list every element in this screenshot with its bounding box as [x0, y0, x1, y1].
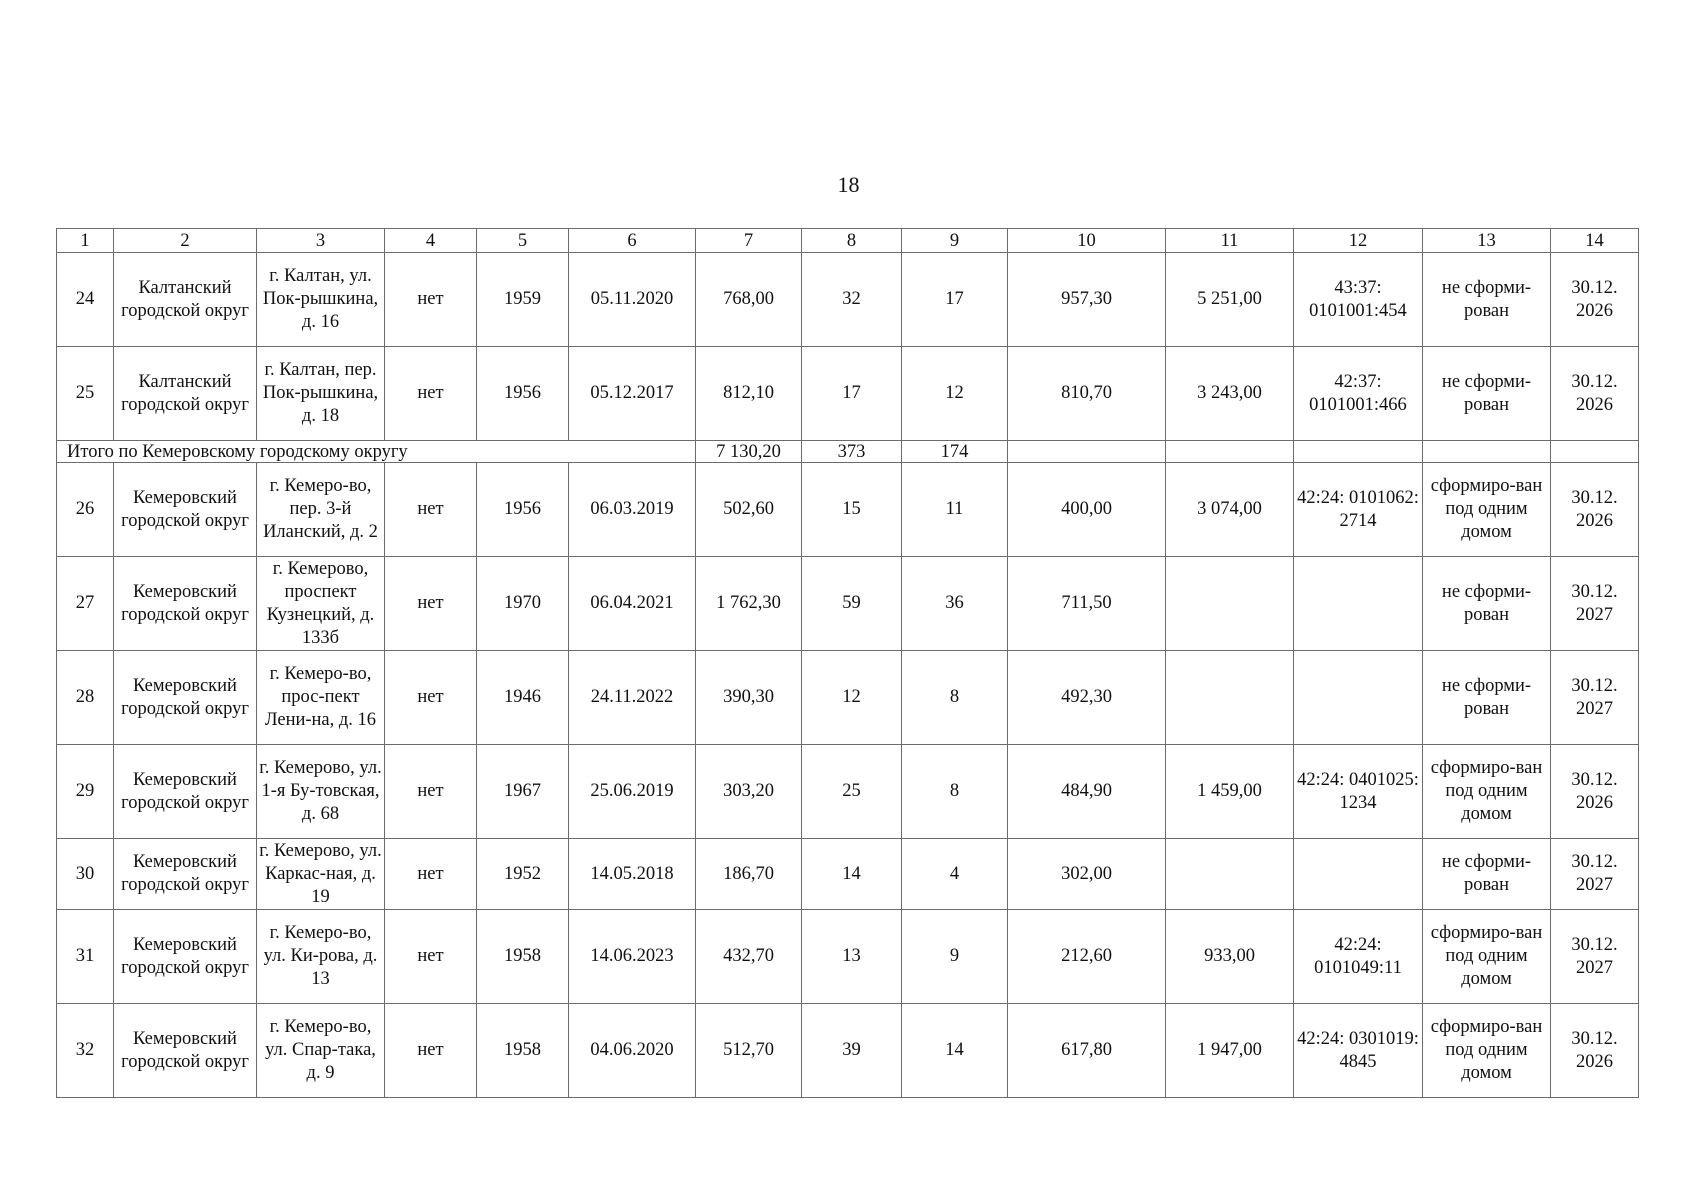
col4-cell: нет: [385, 1004, 477, 1098]
deadline-cell: 30.12. 2026: [1551, 745, 1639, 839]
row-number: 28: [57, 651, 114, 745]
district-cell: Калтанский городской округ: [114, 347, 257, 441]
area-cell: 1 762,30: [696, 557, 802, 651]
year-cell: 1956: [477, 463, 569, 557]
cadastral-number-cell: 43:37: 0101001:454: [1294, 253, 1423, 347]
col-header: 11: [1166, 229, 1294, 253]
area-cell: 512,70: [696, 1004, 802, 1098]
table-row: [57, 910, 1639, 1004]
col11-cell: [1166, 839, 1294, 910]
col-header: 4: [385, 229, 477, 253]
deadline-cell: 30.12. 2026: [1551, 347, 1639, 441]
address-cell: г. Калтан, пер. Пок-рышкина, д. 18: [257, 347, 385, 441]
deadline-cell: 30.12. 2026: [1551, 463, 1639, 557]
total-col8: 373: [802, 441, 902, 463]
year-cell: 1970: [477, 557, 569, 651]
total-label: Итого по Кемеровскому городскому округу: [57, 441, 696, 463]
col9-cell: 14: [902, 1004, 1008, 1098]
date-cell: 06.03.2019: [569, 463, 696, 557]
total-row: [57, 441, 1639, 463]
page-number: 18: [837, 172, 860, 197]
col8-cell: 39: [802, 1004, 902, 1098]
col11-cell: 1 947,00: [1166, 1004, 1294, 1098]
col11-cell: 933,00: [1166, 910, 1294, 1004]
cadastral-number-cell: [1294, 651, 1423, 745]
deadline-cell: 30.12. 2027: [1551, 839, 1639, 910]
address-cell: г. Кемеро-во, прос-пект Лени-на, д. 16: [257, 651, 385, 745]
empty-cell: [1008, 441, 1166, 463]
address-cell: г. Кемеро-во, пер. 3-й Иланский, д. 2: [257, 463, 385, 557]
area-cell: 502,60: [696, 463, 802, 557]
table-row: [57, 347, 1639, 441]
land-status-cell: сформиро-ван под одним домом: [1423, 463, 1551, 557]
deadline-cell: 30.12. 2026: [1551, 1004, 1639, 1098]
col8-cell: 14: [802, 839, 902, 910]
cadastral-number-cell: 42:24: 0301019: 4845: [1294, 1004, 1423, 1098]
land-status-cell: сформиро-ван под одним домом: [1423, 1004, 1551, 1098]
table-row: [57, 557, 1639, 651]
row-number: 24: [57, 253, 114, 347]
col-header: 5: [477, 229, 569, 253]
cadastral-number-cell: [1294, 839, 1423, 910]
col10-cell: 957,30: [1008, 253, 1166, 347]
year-cell: 1958: [477, 910, 569, 1004]
table-body: [57, 229, 1639, 1098]
col11-cell: [1166, 557, 1294, 651]
col9-cell: 8: [902, 651, 1008, 745]
district-cell: Кемеровский городской округ: [114, 651, 257, 745]
table-row: [57, 1004, 1639, 1098]
land-status-cell: сформиро-ван под одним домом: [1423, 910, 1551, 1004]
col11-cell: 3 074,00: [1166, 463, 1294, 557]
cadastral-number-cell: 42:37: 0101001:466: [1294, 347, 1423, 441]
district-cell: Кемеровский городской округ: [114, 1004, 257, 1098]
col10-cell: 617,80: [1008, 1004, 1166, 1098]
col9-cell: 12: [902, 347, 1008, 441]
deadline-cell: 30.12. 2026: [1551, 253, 1639, 347]
col11-cell: [1166, 651, 1294, 745]
empty-cell: [1166, 441, 1294, 463]
table-row: [57, 745, 1639, 839]
empty-cell: [1551, 441, 1639, 463]
land-status-cell: не сформи-рован: [1423, 557, 1551, 651]
col10-cell: 302,00: [1008, 839, 1166, 910]
land-status-cell: сформиро-ван под одним домом: [1423, 745, 1551, 839]
col8-cell: 13: [802, 910, 902, 1004]
col9-cell: 11: [902, 463, 1008, 557]
col-header: 12: [1294, 229, 1423, 253]
district-cell: Кемеровский городской округ: [114, 839, 257, 910]
date-cell: 14.06.2023: [569, 910, 696, 1004]
district-cell: Кемеровский городской округ: [114, 910, 257, 1004]
row-number: 26: [57, 463, 114, 557]
col8-cell: 59: [802, 557, 902, 651]
table-row: [57, 253, 1639, 347]
area-cell: 390,30: [696, 651, 802, 745]
col-header: 6: [569, 229, 696, 253]
date-cell: 05.12.2017: [569, 347, 696, 441]
district-cell: Кемеровский городской округ: [114, 557, 257, 651]
cadastral-number-cell: 42:24: 0401025: 1234: [1294, 745, 1423, 839]
cadastral-number-cell: [1294, 557, 1423, 651]
row-number: 25: [57, 347, 114, 441]
col-header: 14: [1551, 229, 1639, 253]
row-number: 30: [57, 839, 114, 910]
address-cell: г. Кемерово, ул. Каркас-ная, д. 19: [257, 839, 385, 910]
col-header: 8: [802, 229, 902, 253]
housing-table: [56, 228, 1639, 1098]
col-header: 1: [57, 229, 114, 253]
col8-cell: 25: [802, 745, 902, 839]
year-cell: 1956: [477, 347, 569, 441]
area-cell: 303,20: [696, 745, 802, 839]
col4-cell: нет: [385, 651, 477, 745]
land-status-cell: не сформи-рован: [1423, 253, 1551, 347]
cadastral-number-cell: 42:24: 0101049:11: [1294, 910, 1423, 1004]
date-cell: 05.11.2020: [569, 253, 696, 347]
col-header: 10: [1008, 229, 1166, 253]
address-cell: г. Кемеро-во, ул. Спар-така, д. 9: [257, 1004, 385, 1098]
col4-cell: нет: [385, 253, 477, 347]
empty-cell: [1423, 441, 1551, 463]
deadline-cell: 30.12. 2027: [1551, 651, 1639, 745]
col10-cell: 492,30: [1008, 651, 1166, 745]
col10-cell: 711,50: [1008, 557, 1166, 651]
cadastral-number-cell: 42:24: 0101062: 2714: [1294, 463, 1423, 557]
col-header: 9: [902, 229, 1008, 253]
year-cell: 1946: [477, 651, 569, 745]
col4-cell: нет: [385, 745, 477, 839]
address-cell: г. Калтан, ул. Пок-рышкина, д. 16: [257, 253, 385, 347]
deadline-cell: 30.12. 2027: [1551, 910, 1639, 1004]
col11-cell: 5 251,00: [1166, 253, 1294, 347]
col-header: 3: [257, 229, 385, 253]
address-cell: г. Кемерово, ул. 1-я Бу-товская, д. 68: [257, 745, 385, 839]
table-row: [57, 839, 1639, 910]
col11-cell: 1 459,00: [1166, 745, 1294, 839]
row-number: 31: [57, 910, 114, 1004]
table-row: [57, 651, 1639, 745]
district-cell: Кемеровский городской округ: [114, 463, 257, 557]
date-cell: 06.04.2021: [569, 557, 696, 651]
col10-cell: 810,70: [1008, 347, 1166, 441]
year-cell: 1959: [477, 253, 569, 347]
col9-cell: 17: [902, 253, 1008, 347]
address-cell: г. Кемеро-во, ул. Ки-рова, д. 13: [257, 910, 385, 1004]
col10-cell: 212,60: [1008, 910, 1166, 1004]
row-number: 32: [57, 1004, 114, 1098]
year-cell: 1958: [477, 1004, 569, 1098]
land-status-cell: не сформи-рован: [1423, 839, 1551, 910]
col8-cell: 15: [802, 463, 902, 557]
table-row: [57, 463, 1639, 557]
col4-cell: нет: [385, 347, 477, 441]
district-cell: Кемеровский городской округ: [114, 745, 257, 839]
area-cell: 432,70: [696, 910, 802, 1004]
col8-cell: 12: [802, 651, 902, 745]
date-cell: 24.11.2022: [569, 651, 696, 745]
deadline-cell: 30.12. 2027: [1551, 557, 1639, 651]
col4-cell: нет: [385, 910, 477, 1004]
col4-cell: нет: [385, 463, 477, 557]
row-number: 29: [57, 745, 114, 839]
date-cell: 25.06.2019: [569, 745, 696, 839]
row-number: 27: [57, 557, 114, 651]
empty-cell: [1294, 441, 1423, 463]
col4-cell: нет: [385, 557, 477, 651]
col10-cell: 400,00: [1008, 463, 1166, 557]
col10-cell: 484,90: [1008, 745, 1166, 839]
col9-cell: 4: [902, 839, 1008, 910]
col8-cell: 32: [802, 253, 902, 347]
column-number-row: [57, 229, 1639, 253]
col4-cell: нет: [385, 839, 477, 910]
col11-cell: 3 243,00: [1166, 347, 1294, 441]
area-cell: 186,70: [696, 839, 802, 910]
total-col9: 174: [902, 441, 1008, 463]
col-header: 7: [696, 229, 802, 253]
year-cell: 1967: [477, 745, 569, 839]
total-area: 7 130,20: [696, 441, 802, 463]
col9-cell: 9: [902, 910, 1008, 1004]
land-status-cell: не сформи-рован: [1423, 651, 1551, 745]
area-cell: 768,00: [696, 253, 802, 347]
col-header: 2: [114, 229, 257, 253]
date-cell: 14.05.2018: [569, 839, 696, 910]
address-cell: г. Кемерово, проспект Кузнецкий, д. 133б: [257, 557, 385, 651]
col-header: 13: [1423, 229, 1551, 253]
col9-cell: 36: [902, 557, 1008, 651]
date-cell: 04.06.2020: [569, 1004, 696, 1098]
col8-cell: 17: [802, 347, 902, 441]
land-status-cell: не сформи-рован: [1423, 347, 1551, 441]
col9-cell: 8: [902, 745, 1008, 839]
district-cell: Калтанский городской округ: [114, 253, 257, 347]
year-cell: 1952: [477, 839, 569, 910]
area-cell: 812,10: [696, 347, 802, 441]
